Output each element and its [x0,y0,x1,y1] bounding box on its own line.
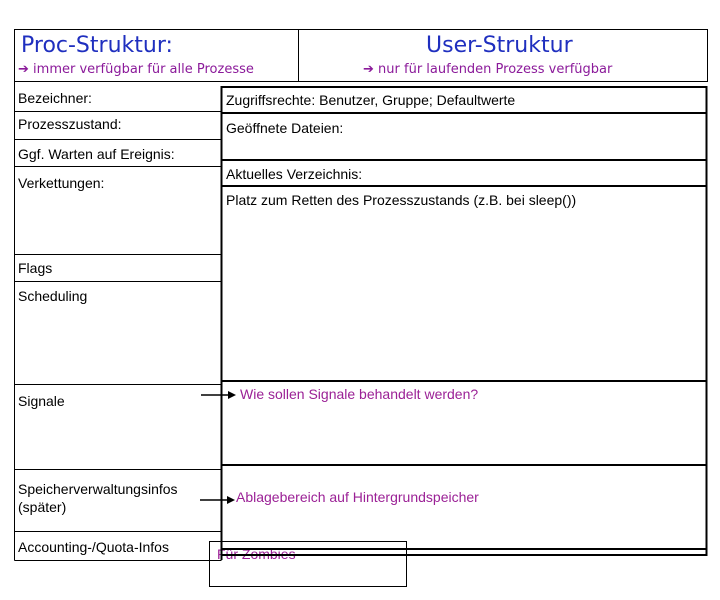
user-row-dateien: Geöffnete Dateien: [226,120,344,136]
proc-row-verkettungen: Verkettungen: [18,175,105,191]
user-row-platz: Platz zum Retten des Prozesszustands (z.B. bei sleep()) [226,192,577,208]
proc-row-accounting: Accounting-/Quota-Infos [18,539,169,555]
user-header [298,29,708,81]
speicher-arrow-head [227,496,235,504]
speicher-annotation: Ablagebereich auf Hintergrundspeicher [236,489,479,505]
arrow-right-icon: ➔ [18,62,29,77]
proc-row-bezeichner: Bezeichner: [18,90,92,106]
user-subtitle: ➔ nur für laufenden Prozess verfügbar [363,62,613,77]
proc-row-scheduling: Scheduling [18,288,88,304]
arrow-right-icon: ➔ [363,62,374,77]
zombies-box [209,541,407,587]
proc-header [14,29,298,81]
proc-title: Proc-Struktur: [21,33,173,58]
user-row-verzeichnis: Aktuelles Verzeichnis: [226,166,363,182]
proc-row-signale: Signale [18,393,65,409]
user-row-zugriffsrechte: Zugriffsrechte: Benutzer, Gruppe; Defaultwerte [226,92,516,108]
user-title: User-Struktur [426,33,573,58]
proc-row-warten: Ggf. Warten auf Ereignis: [18,146,175,162]
signale-arrow-head [228,391,236,399]
proc-row-prozesszustand: Prozesszustand: [18,116,122,132]
signale-annotation: Wie sollen Signale behandelt werden? [240,386,479,402]
proc-subtitle: ➔ immer verfügbar für alle Prozesse [18,62,254,77]
zombies-label: Für Zombies [217,546,296,562]
proc-row-flags: Flags [18,260,53,276]
proc-row-speicher: Speicherverwaltungsinfos (später) [18,481,178,515]
